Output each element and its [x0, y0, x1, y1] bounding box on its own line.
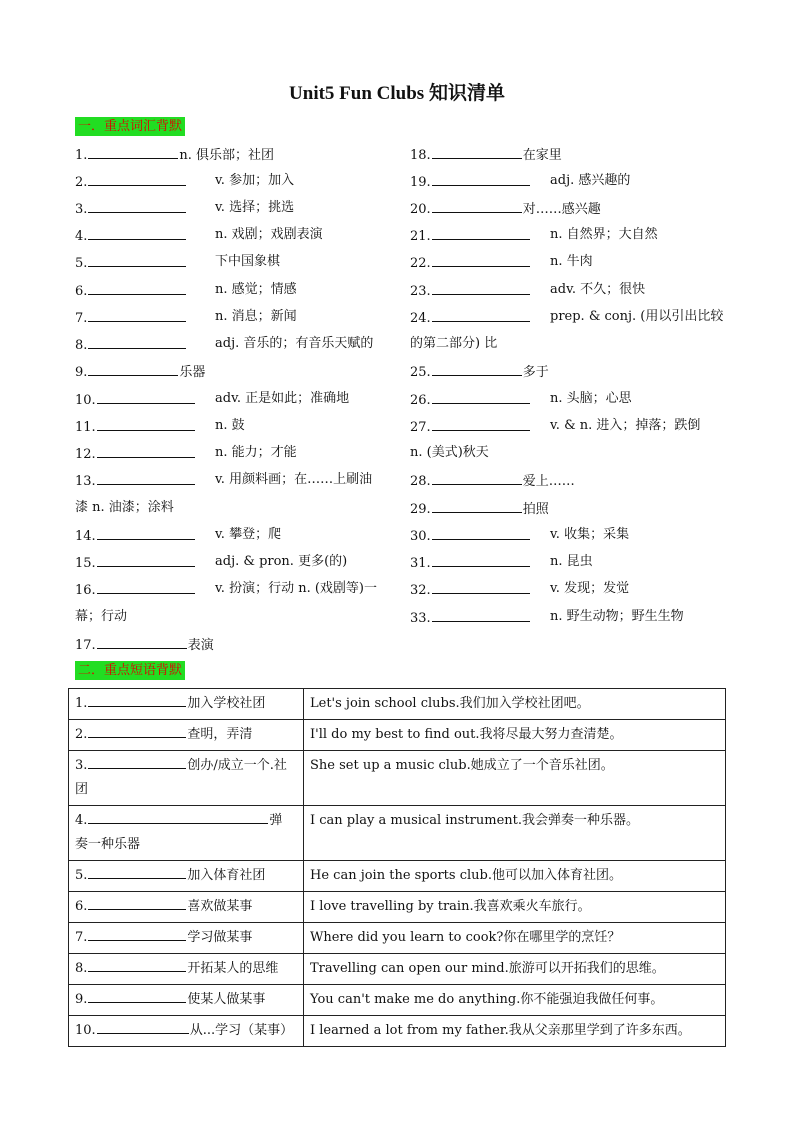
phrase-number: 9. [75, 992, 88, 1007]
section-label-phrases: 二．重点短语背默 [75, 661, 185, 680]
vocab-definition: n. 牛肉 [550, 254, 593, 269]
answer-blank[interactable] [88, 895, 186, 910]
vocab-definition: n. 俱乐部；社团 [179, 148, 275, 163]
phrase-number: 10. [75, 1023, 96, 1038]
page-title: Unit5 Fun Clubs 知识清单 [289, 83, 505, 104]
phrase-meaning: 从...学习（某事） [189, 1023, 294, 1038]
vocab-24-continuation: 的第二部分) 比 [410, 336, 498, 351]
phrase-number: 6. [75, 899, 88, 914]
table-row [69, 689, 726, 720]
vocab-number: 16. [75, 583, 96, 598]
vocab-number: 8. [75, 338, 88, 353]
phrase-number: 3. [75, 758, 88, 773]
vocab-definition: 多于 [522, 365, 549, 380]
vocab-definition: 下中国象棋 [215, 254, 281, 269]
vocab-item [75, 470, 196, 490]
vocab-definition: n. 头脑；心思 [550, 391, 632, 406]
answer-blank[interactable] [432, 416, 530, 431]
vocab-number: 33. [410, 611, 431, 626]
table-row [69, 1016, 726, 1047]
vocab-item [75, 361, 205, 381]
vocab-item [75, 443, 196, 463]
phrase-cell [69, 954, 304, 985]
answer-blank[interactable] [88, 252, 186, 267]
vocab-definition: n. 戏剧；戏剧表演 [215, 227, 323, 242]
answer-blank[interactable] [88, 225, 186, 240]
phrase-meaning-continuation: 团 [75, 782, 89, 797]
answer-blank[interactable] [432, 144, 522, 159]
vocab-number: 2. [75, 175, 88, 190]
vocab-item [410, 280, 531, 300]
vocab-definition: n. 野生动物；野生生物 [550, 609, 684, 624]
vocab-number: 32. [410, 583, 431, 598]
section-label-vocabulary: 一．重点词汇背默 [75, 117, 185, 136]
vocab-number: 18. [410, 148, 431, 163]
vocab-number: 17. [75, 638, 96, 653]
vocab-definition: v. 攀登；爬 [215, 527, 282, 542]
answer-blank[interactable] [432, 552, 530, 567]
vocab-definition: 乐器 [179, 365, 206, 380]
vocab-number: 1. [75, 148, 88, 163]
vocab-number: 11. [75, 420, 96, 435]
answer-blank[interactable] [97, 1019, 189, 1034]
table-row [69, 923, 726, 954]
phrase-cell [69, 720, 304, 751]
answer-blank[interactable] [432, 280, 530, 295]
phrase-example: She set up a music club.她成立了一个音乐社团。 [304, 751, 726, 806]
phrase-number: 1. [75, 696, 88, 711]
vocab-number: 30. [410, 529, 431, 544]
phrase-example: You can't make me do anything.你不能强迫我做任何事。 [304, 985, 726, 1016]
phrase-meaning: 查明，弄清 [187, 727, 253, 742]
vocab-item [410, 470, 575, 490]
answer-blank[interactable] [88, 361, 178, 376]
phrase-number: 5. [75, 868, 88, 883]
phrase-meaning: 开拓某人的思维 [187, 961, 279, 976]
phrase-example: I'll do my best to find out.我将尽最大努力查清楚。 [304, 720, 726, 751]
phrase-meaning: 创办/成立一个.社 [187, 758, 287, 773]
phrase-cell [69, 1016, 304, 1047]
answer-blank[interactable] [432, 198, 522, 213]
vocab-item [75, 171, 187, 191]
vocab-definition: v. 扮演；行动 n. (戏剧等)一 [215, 581, 377, 596]
phrase-meaning: 学习做某事 [187, 930, 253, 945]
vocab-definition: adv. 不久；很快 [550, 282, 646, 297]
vocab-definition: adj. 音乐的；有音乐天赋的 [215, 336, 374, 351]
vocab-item [75, 280, 187, 300]
vocab-13-continuation: 漆 n. 油漆；涂料 [75, 500, 174, 515]
phrase-example: He can join the sports club.他可以加入体育社团。 [304, 861, 726, 892]
answer-blank[interactable] [432, 579, 530, 594]
answer-blank[interactable] [97, 634, 187, 649]
vocab-definition: 表演 [187, 638, 214, 653]
vocab-number: 20. [410, 202, 431, 217]
vocab-number: 3. [75, 202, 88, 217]
vocab-definition: v. 收集；采集 [550, 527, 630, 542]
table-row [69, 954, 726, 985]
answer-blank[interactable] [432, 470, 522, 485]
answer-blank[interactable] [88, 754, 186, 769]
vocab-number: 24. [410, 311, 431, 326]
phrase-cell [69, 751, 304, 806]
answer-blank[interactable] [97, 552, 195, 567]
vocab-number: 31. [410, 556, 431, 571]
phrase-meaning: 喜欢做某事 [187, 899, 253, 914]
vocab-item [75, 198, 187, 218]
vocab-item [410, 198, 601, 218]
vocab-definition: prep. & conj. (用以引出比较 [550, 309, 724, 324]
answer-blank[interactable] [97, 579, 195, 594]
vocab-item [75, 634, 214, 654]
vocab-definition: 拍照 [522, 502, 549, 517]
vocab-item [410, 144, 562, 164]
answer-blank[interactable] [88, 334, 186, 349]
vocab-number: 6. [75, 284, 88, 299]
answer-blank[interactable] [432, 498, 522, 513]
answer-blank[interactable] [88, 144, 178, 159]
vocab-item [410, 416, 531, 436]
vocab-item [75, 525, 196, 545]
vocab-definition: v. 用颜料画；在……上刷油 [215, 472, 373, 487]
vocab-item [410, 389, 531, 409]
phrase-meaning-continuation: 奏一种乐器 [75, 837, 141, 852]
phrase-meaning: 加入学校社团 [187, 696, 266, 711]
phrase-cell [69, 985, 304, 1016]
vocab-item [75, 552, 196, 572]
vocab-number: 13. [75, 474, 96, 489]
vocab-number: 27. [410, 420, 431, 435]
vocab-item [410, 171, 531, 191]
vocab-number: 21. [410, 229, 431, 244]
vocab-item [75, 252, 187, 272]
vocab-definition: 对……感兴趣 [522, 202, 601, 217]
vocab-number: 26. [410, 393, 431, 408]
answer-blank[interactable] [432, 389, 530, 404]
vocab-item [75, 144, 274, 164]
vocab-item [410, 225, 531, 245]
vocab-definition: n. 消息；新闻 [215, 309, 297, 324]
vocab-definition: n. 感觉；情感 [215, 282, 297, 297]
phrase-meaning: 加入体育社团 [187, 868, 266, 883]
phrase-meaning: 使某人做某事 [187, 992, 266, 1007]
table-row [69, 751, 726, 806]
answer-blank[interactable] [97, 389, 195, 404]
phrase-cell [69, 861, 304, 892]
vocab-16-continuation: 幕；行动 [75, 609, 128, 624]
vocab-number: 15. [75, 556, 96, 571]
answer-blank[interactable] [97, 470, 195, 485]
vocab-item [410, 361, 549, 381]
answer-blank[interactable] [88, 957, 186, 972]
vocab-number: 25. [410, 365, 431, 380]
phrase-meaning: 弹 [269, 813, 283, 828]
vocab-item [75, 579, 196, 599]
vocab-item [75, 389, 196, 409]
answer-blank[interactable] [432, 361, 522, 376]
phrase-cell [69, 806, 304, 861]
vocab-number: 4. [75, 229, 88, 244]
answer-blank[interactable] [432, 171, 530, 186]
table-row [69, 861, 726, 892]
vocab-definition: v. 参加；加入 [215, 173, 295, 188]
answer-blank[interactable] [432, 252, 530, 267]
vocab-definition: adv. 正是如此；准确地 [215, 391, 350, 406]
phrase-number: 4. [75, 813, 88, 828]
phrase-example: Where did you learn to cook?你在哪里学的烹饪？ [304, 923, 726, 954]
vocab-number: 7. [75, 311, 88, 326]
answer-blank[interactable] [88, 926, 186, 941]
answer-blank[interactable] [88, 723, 186, 738]
vocab-number: 12. [75, 447, 96, 462]
vocab-definition: n. 昆虫 [550, 554, 593, 569]
vocab-definition: n. 鼓 [215, 418, 245, 433]
table-row [69, 806, 726, 861]
vocab-number: 22. [410, 256, 431, 271]
phrase-cell [69, 689, 304, 720]
vocab-number: 29. [410, 502, 431, 517]
vocab-number: 5. [75, 256, 88, 271]
vocab-item [410, 498, 549, 518]
answer-blank[interactable] [88, 280, 186, 295]
vocab-item [410, 525, 531, 545]
answer-blank[interactable] [88, 864, 186, 879]
answer-blank[interactable] [432, 307, 530, 322]
vocab-number: 19. [410, 175, 431, 190]
vocab-definition: v. 发现；发觉 [550, 581, 630, 596]
answer-blank[interactable] [88, 692, 186, 707]
vocab-item [410, 579, 531, 599]
answer-blank[interactable] [88, 171, 186, 186]
phrase-cell [69, 892, 304, 923]
table-row [69, 720, 726, 751]
phrase-example: Travelling can open our mind.旅游可以开拓我们的思维。 [304, 954, 726, 985]
vocab-definition: n. 能力；才能 [215, 445, 297, 460]
vocab-item [75, 225, 187, 245]
phrase-example: I learned a lot from my father.我从父亲那里学到了许多东西。 [304, 1016, 726, 1047]
answer-blank[interactable] [432, 607, 530, 622]
answer-blank[interactable] [432, 525, 530, 540]
vocab-definition: 在家里 [522, 148, 562, 163]
phrases-table [68, 688, 726, 1047]
answer-blank[interactable] [88, 809, 268, 824]
vocab-definition: n. 自然界；大自然 [550, 227, 658, 242]
phrase-number: 7. [75, 930, 88, 945]
phrase-example: Let's join school clubs.我们加入学校社团吧。 [304, 689, 726, 720]
answer-blank[interactable] [88, 988, 186, 1003]
phrase-number: 8. [75, 961, 88, 976]
vocab-definition: adj. & pron. 更多(的) [215, 554, 348, 569]
vocab-number: 28. [410, 474, 431, 489]
vocab-item [75, 334, 187, 354]
vocab-27-continuation: n. (美式)秋天 [410, 445, 489, 460]
answer-blank[interactable] [97, 525, 195, 540]
vocab-item [75, 416, 196, 436]
vocab-number: 9. [75, 365, 88, 380]
phrase-cell [69, 923, 304, 954]
answer-blank[interactable] [97, 443, 195, 458]
answer-blank[interactable] [88, 307, 186, 322]
vocab-definition: v. & n. 进入；掉落；跌倒 [550, 418, 701, 433]
answer-blank[interactable] [88, 198, 186, 213]
vocab-number: 14. [75, 529, 96, 544]
vocab-number: 10. [75, 393, 96, 408]
table-row [69, 985, 726, 1016]
vocab-definition: v. 选择；挑选 [215, 200, 295, 215]
phrase-example: I can play a musical instrument.我会弹奏一种乐器。 [304, 806, 726, 861]
vocab-item [75, 307, 187, 327]
vocab-item [410, 252, 531, 272]
answer-blank[interactable] [432, 225, 530, 240]
vocab-item [410, 552, 531, 572]
vocab-item [410, 307, 531, 327]
vocab-item [410, 607, 531, 627]
answer-blank[interactable] [97, 416, 195, 431]
vocab-definition: 爱上…… [522, 474, 575, 489]
phrase-number: 2. [75, 727, 88, 742]
table-row [69, 892, 726, 923]
phrase-example: I love travelling by train.我喜欢乘火车旅行。 [304, 892, 726, 923]
vocab-number: 23. [410, 284, 431, 299]
vocab-definition: adj. 感兴趣的 [550, 173, 631, 188]
